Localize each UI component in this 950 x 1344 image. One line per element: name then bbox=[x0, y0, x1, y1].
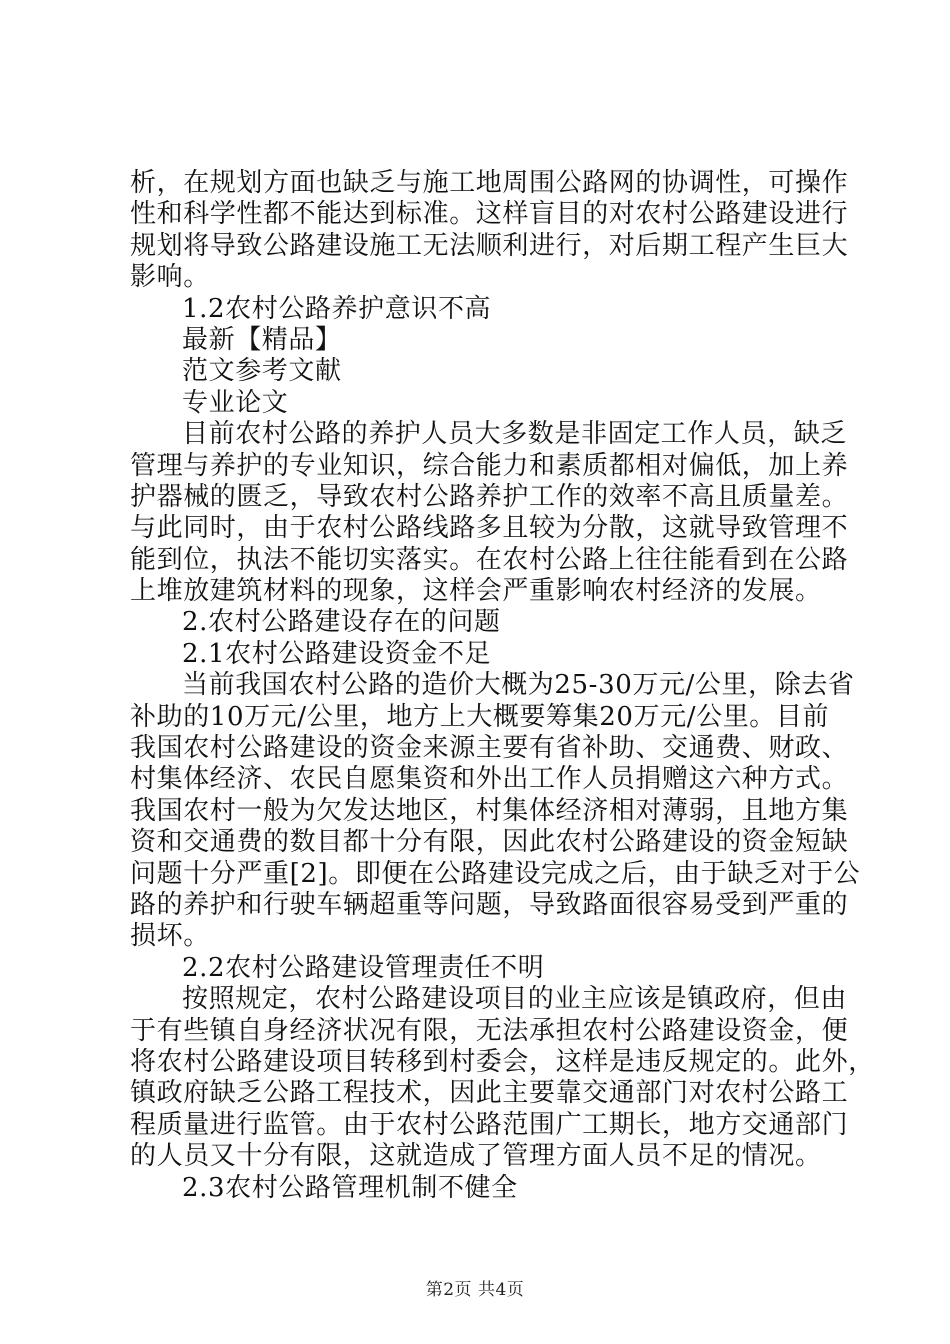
text-line: 将农村公路建设项目转移到村委会，这样是违反规定的。此外， bbox=[130, 1046, 875, 1077]
text-line: 护器械的匮乏，导致农村公路养护工作的效率不高且质量差。 bbox=[130, 481, 849, 512]
text-line: 的人员又十分有限，这就造成了管理方面人员不足的情况。 bbox=[130, 1141, 822, 1172]
text-line: 村集体经济、农民自愿集资和外出工作人员捐赠这六种方式。 bbox=[130, 764, 849, 795]
text-line: 目前农村公路的养护人员大多数是非固定工作人员，缺乏 bbox=[182, 419, 848, 450]
text-line: 2.2农村公路建设管理责任不明 bbox=[182, 952, 545, 983]
page-footer: 第2页 共4页 bbox=[425, 1280, 525, 1300]
text-line: 2.1农村公路建设资金不足 bbox=[182, 638, 492, 669]
text-line: 按照规定，农村公路建设项目的业主应该是镇政府，但由 bbox=[182, 984, 848, 1015]
text-line: 与此同时，由于农村公路线路多且较为分散，这就导致管理不 bbox=[130, 513, 849, 544]
text-line: 补助的10万元/公里，地方上大概要筹集20万元/公里。目前 bbox=[130, 701, 830, 732]
text-line: 上堆放建筑材料的现象，这样会严重影响农村经济的发展。 bbox=[130, 576, 822, 607]
text-line: 损坏。 bbox=[130, 921, 210, 952]
text-line: 性和科学性都不能达到标准。这样盲目的对农村公路建设进行 bbox=[130, 199, 849, 230]
text-line: 最新【精品】 bbox=[182, 324, 342, 355]
text-line: 规划将导致公路建设施工无法顺利进行，对后期工程产生巨大 bbox=[130, 230, 849, 261]
text-line: 我国农村一般为欠发达地区，村集体经济相对薄弱，且地方集 bbox=[130, 795, 849, 826]
text-line: 资和交通费的数目都十分有限，因此农村公路建设的资金短缺 bbox=[130, 827, 849, 858]
text-line: 管理与养护的专业知识，综合能力和素质都相对偏低，加上养 bbox=[130, 450, 849, 481]
text-line: 影响。 bbox=[130, 262, 210, 293]
body-text bbox=[130, 168, 875, 1204]
text-line: 2.农村公路建设存在的问题 bbox=[182, 607, 501, 638]
text-line: 专业论文 bbox=[182, 387, 289, 418]
text-line: 当前我国农村公路的造价大概为25-30万元/公里，除去省 bbox=[182, 670, 855, 701]
text-line: 能到位，执法不能切实落实。在农村公路上往往能看到在公路 bbox=[130, 544, 849, 575]
text-line: 程质量进行监管。由于农村公路范围广工期长，地方交通部门 bbox=[130, 1109, 849, 1140]
text-line: 1.2农村公路养护意识不高 bbox=[182, 293, 492, 324]
text-line: 范文参考文献 bbox=[182, 356, 342, 387]
text-line: 问题十分严重[2]。即便在公路建设完成之后，由于缺乏对于公 bbox=[130, 858, 861, 889]
text-line: 路的养护和行驶车辆超重等问题，导致路面很容易受到严重的 bbox=[130, 889, 849, 920]
text-line: 我国农村公路建设的资金来源主要有省补助、交通费、财政、 bbox=[130, 733, 849, 764]
text-line: 镇政府缺乏公路工程技术，因此主要靠交通部门对农村公路工 bbox=[130, 1078, 849, 1109]
text-line: 析，在规划方面也缺乏与施工地周围公路网的协调性，可操作 bbox=[130, 168, 849, 198]
text-line: 于有些镇自身经济状况有限，无法承担农村公路建设资金，便 bbox=[130, 1015, 849, 1046]
text-line: 2.3农村公路管理机制不健全 bbox=[182, 1172, 518, 1203]
